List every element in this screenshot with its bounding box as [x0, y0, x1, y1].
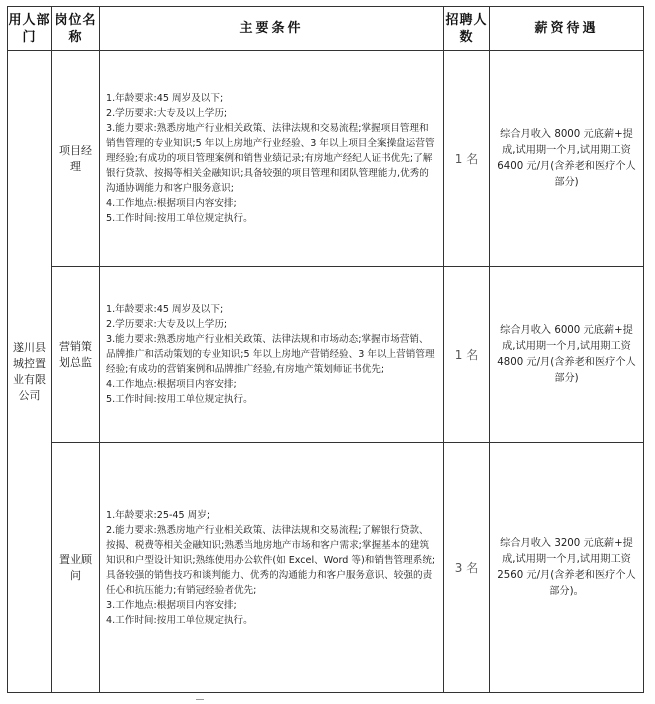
condition-line: 4.工作地点:根据项目内容安排; — [106, 198, 237, 209]
condition-line: 3.能力要求:熟悉房地产行业相关政策、法律法规和市场动态;掌握市场营销、品牌推广和活动策划的专业知识;5 年以上房地产营销经验、3 年以上营销管理经验;有成功的营销案例和品牌推广经验,有房地产策划师证书优先; — [106, 334, 435, 375]
condition-line: 1.年龄要求:45 周岁及以下; — [106, 304, 224, 315]
recruitment-table — [7, 6, 644, 693]
condition-line: 1.年龄要求:45 周岁及以下; — [106, 93, 224, 104]
table-row — [8, 51, 644, 267]
count-cell: 3 名 — [444, 443, 490, 693]
page-mark — [196, 699, 204, 700]
conditions-cell — [100, 443, 444, 693]
salary-cell: 综合月收入 6000 元底薪+提成,试用期一个月,试用期工资 4800 元/月(含养老和医疗个人部分) — [490, 267, 644, 443]
position-cell: 营销策划总监 — [52, 267, 100, 443]
condition-line: 5.工作时间:按用工单位规定执行。 — [106, 213, 253, 224]
condition-line: 1.年龄要求:25-45 周岁; — [106, 509, 211, 521]
condition-line: 4.工作时间:按用工单位规定执行。 — [106, 614, 253, 626]
header-dept: 用人部门 — [8, 7, 52, 51]
salary-cell: 综合月收入 8000 元底薪+提成,试用期一个月,试用期工资 6400 元/月(含养老和医疗个人部分) — [490, 51, 644, 267]
header-row — [8, 7, 644, 51]
condition-line: 3.工作地点:根据项目内容安排; — [106, 599, 237, 611]
count-cell: 1 名 — [444, 267, 490, 443]
department-cell: 遂川县城控置业有限公司 — [8, 51, 52, 693]
position-cell: 置业顾问 — [52, 443, 100, 693]
header-position: 岗位名称 — [52, 7, 100, 51]
condition-line: 4.工作地点:根据项目内容安排; — [106, 379, 237, 390]
condition-line: 2.能力要求:熟悉房地产行业相关政策、法律法规和交易流程;了解银行贷款、按揭、税费等相关金融知识;熟悉当地房地产市场和客户需求;掌握基本的建筑知识和户型设计知识;熟练使用办公软件(如 Excel、Word 等)和销售管理系统;具备较强的销售技巧和谈判能力、优秀的沟通能力和客户服务意识、较强的责任心和抗压能力;有销冠经验者优先; — [106, 524, 436, 596]
header-count: 招聘人数 — [444, 7, 490, 51]
salary-cell: 综合月收入 3200 元底薪+提成,试用期一个月,试用期工资 2560 元/月(含养老和医疗个人部分)。 — [490, 443, 644, 693]
header-salary: 薪资待遇 — [490, 7, 644, 51]
table-row — [8, 267, 644, 443]
position-cell: 项目经理 — [52, 51, 100, 267]
count-cell: 1 名 — [444, 51, 490, 267]
conditions-cell — [100, 51, 444, 267]
condition-line: 3.能力要求:熟悉房地产行业相关政策、法律法规和交易流程;掌握项目管理和销售管理的专业知识;5 年以上房地产行业经验、3 年以上项目全案操盘运营管理经验;有成功的项目管理案例和销售业绩记录;有房地产经纪人证书优先;了解银行贷款、按揭等相关金融知识;具备较强的项目管理和团队管理能力,优秀的沟通协调能力和客户服务意识; — [106, 123, 435, 194]
condition-line: 2.学历要求:大专及以上学历; — [106, 108, 228, 119]
header-conditions: 主要条件 — [100, 7, 444, 51]
condition-line: 2.学历要求:大专及以上学历; — [106, 319, 228, 330]
condition-line: 5.工作时间:按用工单位规定执行。 — [106, 394, 253, 405]
table-row — [8, 443, 644, 693]
conditions-cell — [100, 267, 444, 443]
